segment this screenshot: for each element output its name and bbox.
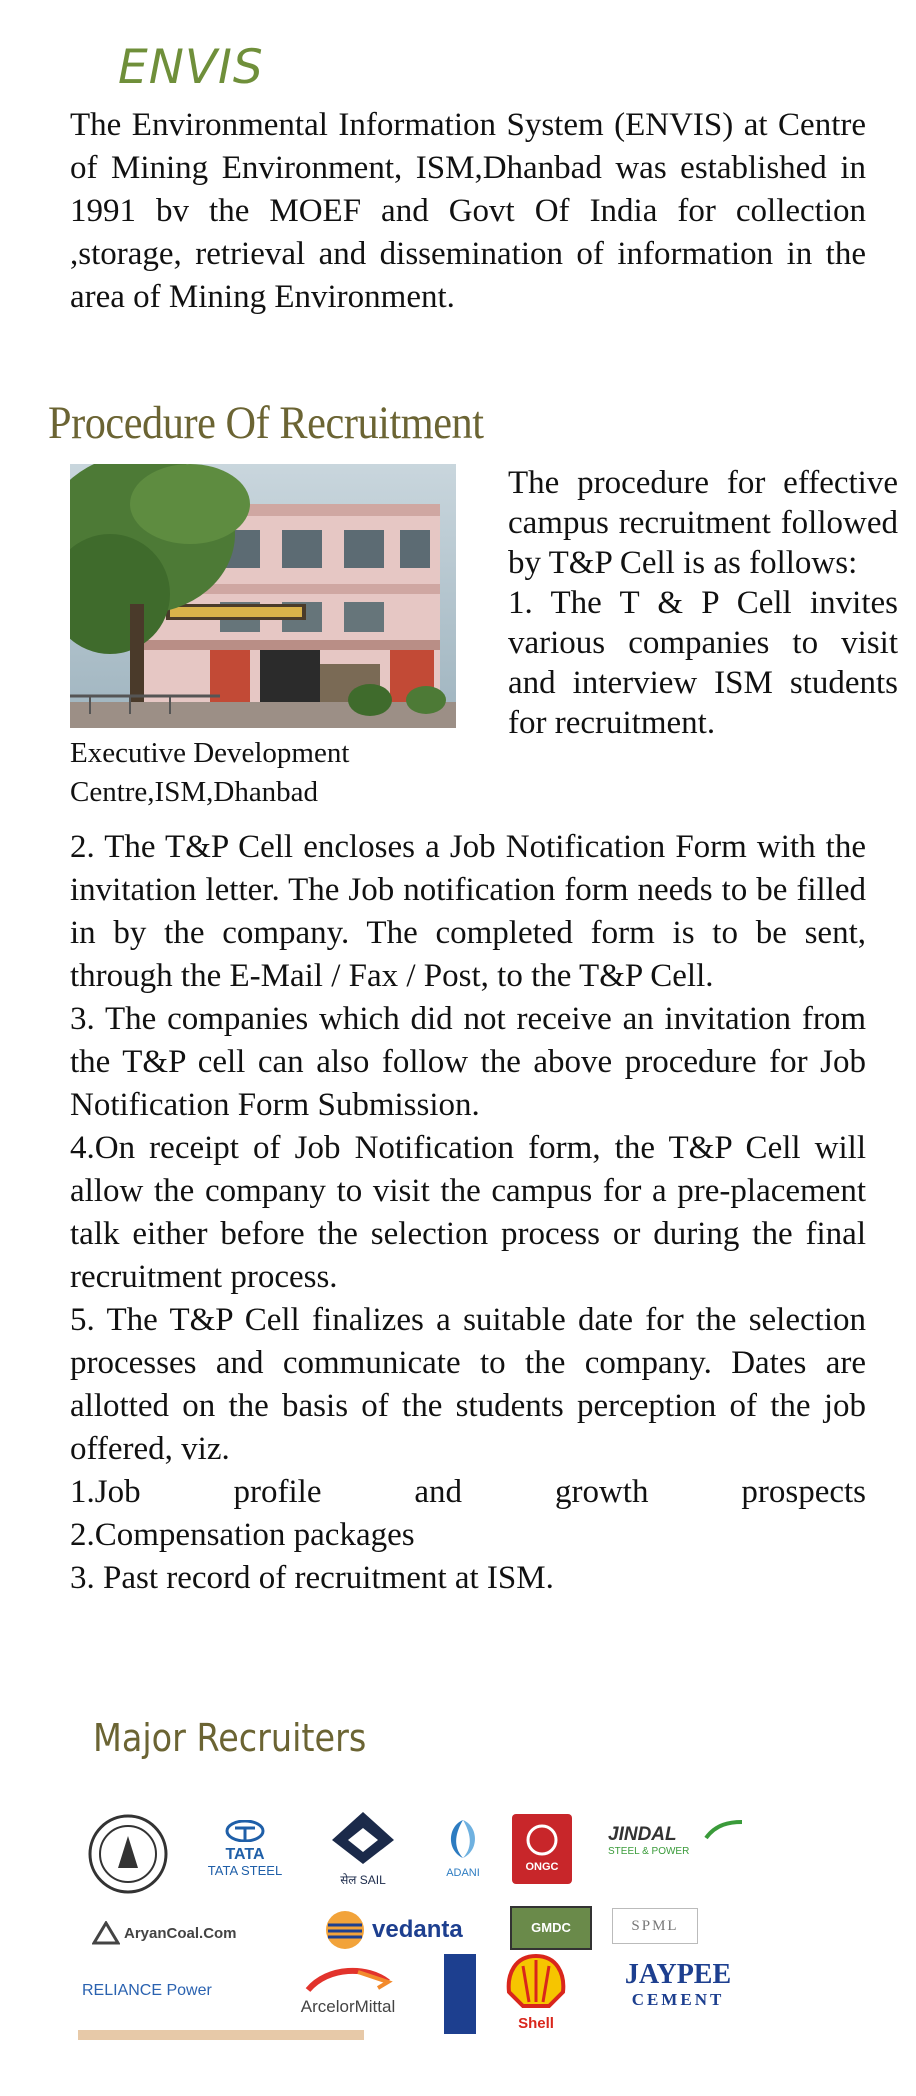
criteria-2: 2.Compensation packages <box>70 1517 415 1553</box>
jindal-logo-subtext: STEEL & POWER <box>608 1846 690 1857</box>
ongc-logo-text: ONGC <box>525 1861 559 1873</box>
tata-logo-text: TATA <box>225 1846 265 1863</box>
jindal-logo <box>608 1824 758 1884</box>
edc-building-photo <box>70 464 456 728</box>
ongc-logo <box>512 1814 572 1884</box>
envis-heading: ENVIS <box>118 40 264 95</box>
shell-logo <box>496 1952 576 2036</box>
vedanta-logo-text: vedanta <box>372 1916 463 1943</box>
jindal-logo-text: JINDAL <box>608 1824 677 1845</box>
aryancoal-logo-text: AryanCoal.Com <box>124 1924 237 1942</box>
recruitment-step-5: 5. The T&P Cell finalizes a suitable date for the selection processes and communicate to the company. Dates are allotted on the basis of the students perception of the job offered, viz. <box>70 1302 866 1467</box>
tata-steel-logo <box>190 1820 300 1890</box>
criteria-1: 1.Job profile and growth prospects <box>70 1474 866 1510</box>
tata-steel-logo-text: TATA STEEL <box>207 1863 283 1878</box>
recruitment-intro: The procedure for effective campus recruitment followed by T&P Cell is as follows: <box>508 465 898 581</box>
blue-banner-logo <box>444 1954 476 2034</box>
photo-caption-line-2: Centre,ISM,Dhanbad <box>70 776 319 808</box>
recruitment-intro-block <box>508 463 898 743</box>
sail-logo <box>318 1810 408 1890</box>
jaypee-cement-logo <box>598 1960 758 2030</box>
ism-emblem-logo <box>86 1812 170 1896</box>
shell-logo-text: Shell <box>518 2015 554 2032</box>
recruitment-step-1: 1. The T & P Cell invites various companies to visit and interview ISM students for recruitment. <box>508 585 898 741</box>
recruitment-step-4: 4.On receipt of Job Notification form, the T&P Cell will allow the company to visit the campus for a pre-placement talk either before the selection process or during the final recruitment process. <box>70 1130 866 1295</box>
reliance-power-logo <box>82 1982 282 2012</box>
photo-caption <box>70 734 470 812</box>
adani-logo-text: ADANI <box>446 1867 480 1879</box>
reliance-power-logo-text: RELIANCE Power <box>82 1982 212 1999</box>
jaypee-logo-text: JAYPEE <box>624 1959 732 1990</box>
gmdc-logo-text: GMDC <box>531 1920 571 1935</box>
major-recruiters-heading: Major Recruiters <box>93 1716 367 1760</box>
recruiter-logos-panel <box>78 1802 784 2042</box>
spml-logo-text: SPML <box>631 1918 679 1934</box>
recruitment-step-2: 2. The T&P Cell encloses a Job Notification Form with the invitation letter. The Job notification form needs to be filled in by the company. The completed form is to be sent, through the E-Mail / Fax / Post, to the T&P Cell. <box>70 829 866 994</box>
arcelormittal-logo-text: ArcelorMittal <box>300 1997 396 2016</box>
vedanta-logo <box>324 1908 494 1952</box>
logos-bottom-bar <box>78 2030 364 2040</box>
aryancoal-logo <box>92 1918 292 1948</box>
recruitment-step-3: 3. The companies which did not receive an invitation from the T&P cell can also follow the above procedure for Job Notification Form Submission. <box>70 1001 866 1123</box>
criteria-3: 3. Past record of recruitment at ISM. <box>70 1560 554 1596</box>
sail-logo-text: सेल SAIL <box>340 1873 386 1887</box>
jaypee-cement-logo-text: CEMENT <box>631 1990 725 2009</box>
spml-logo <box>612 1908 698 1944</box>
gmdc-logo <box>510 1906 592 1950</box>
photo-caption-line-1: Executive Development <box>70 737 350 769</box>
recruitment-heading: Procedure Of Recruitment <box>48 397 484 449</box>
recruitment-steps <box>70 826 866 1600</box>
envis-paragraph: The Environmental Information System (ENVIS) at Centre of Mining Environment, ISM,Dhanbad was established in 1991 bv the MOEF and Govt Of India for collection ,storage, retrieval and dissemination of information in the area of Mining Environment. <box>70 107 866 315</box>
adani-logo <box>428 1816 498 1886</box>
arcelormittal-logo <box>268 1962 428 2022</box>
